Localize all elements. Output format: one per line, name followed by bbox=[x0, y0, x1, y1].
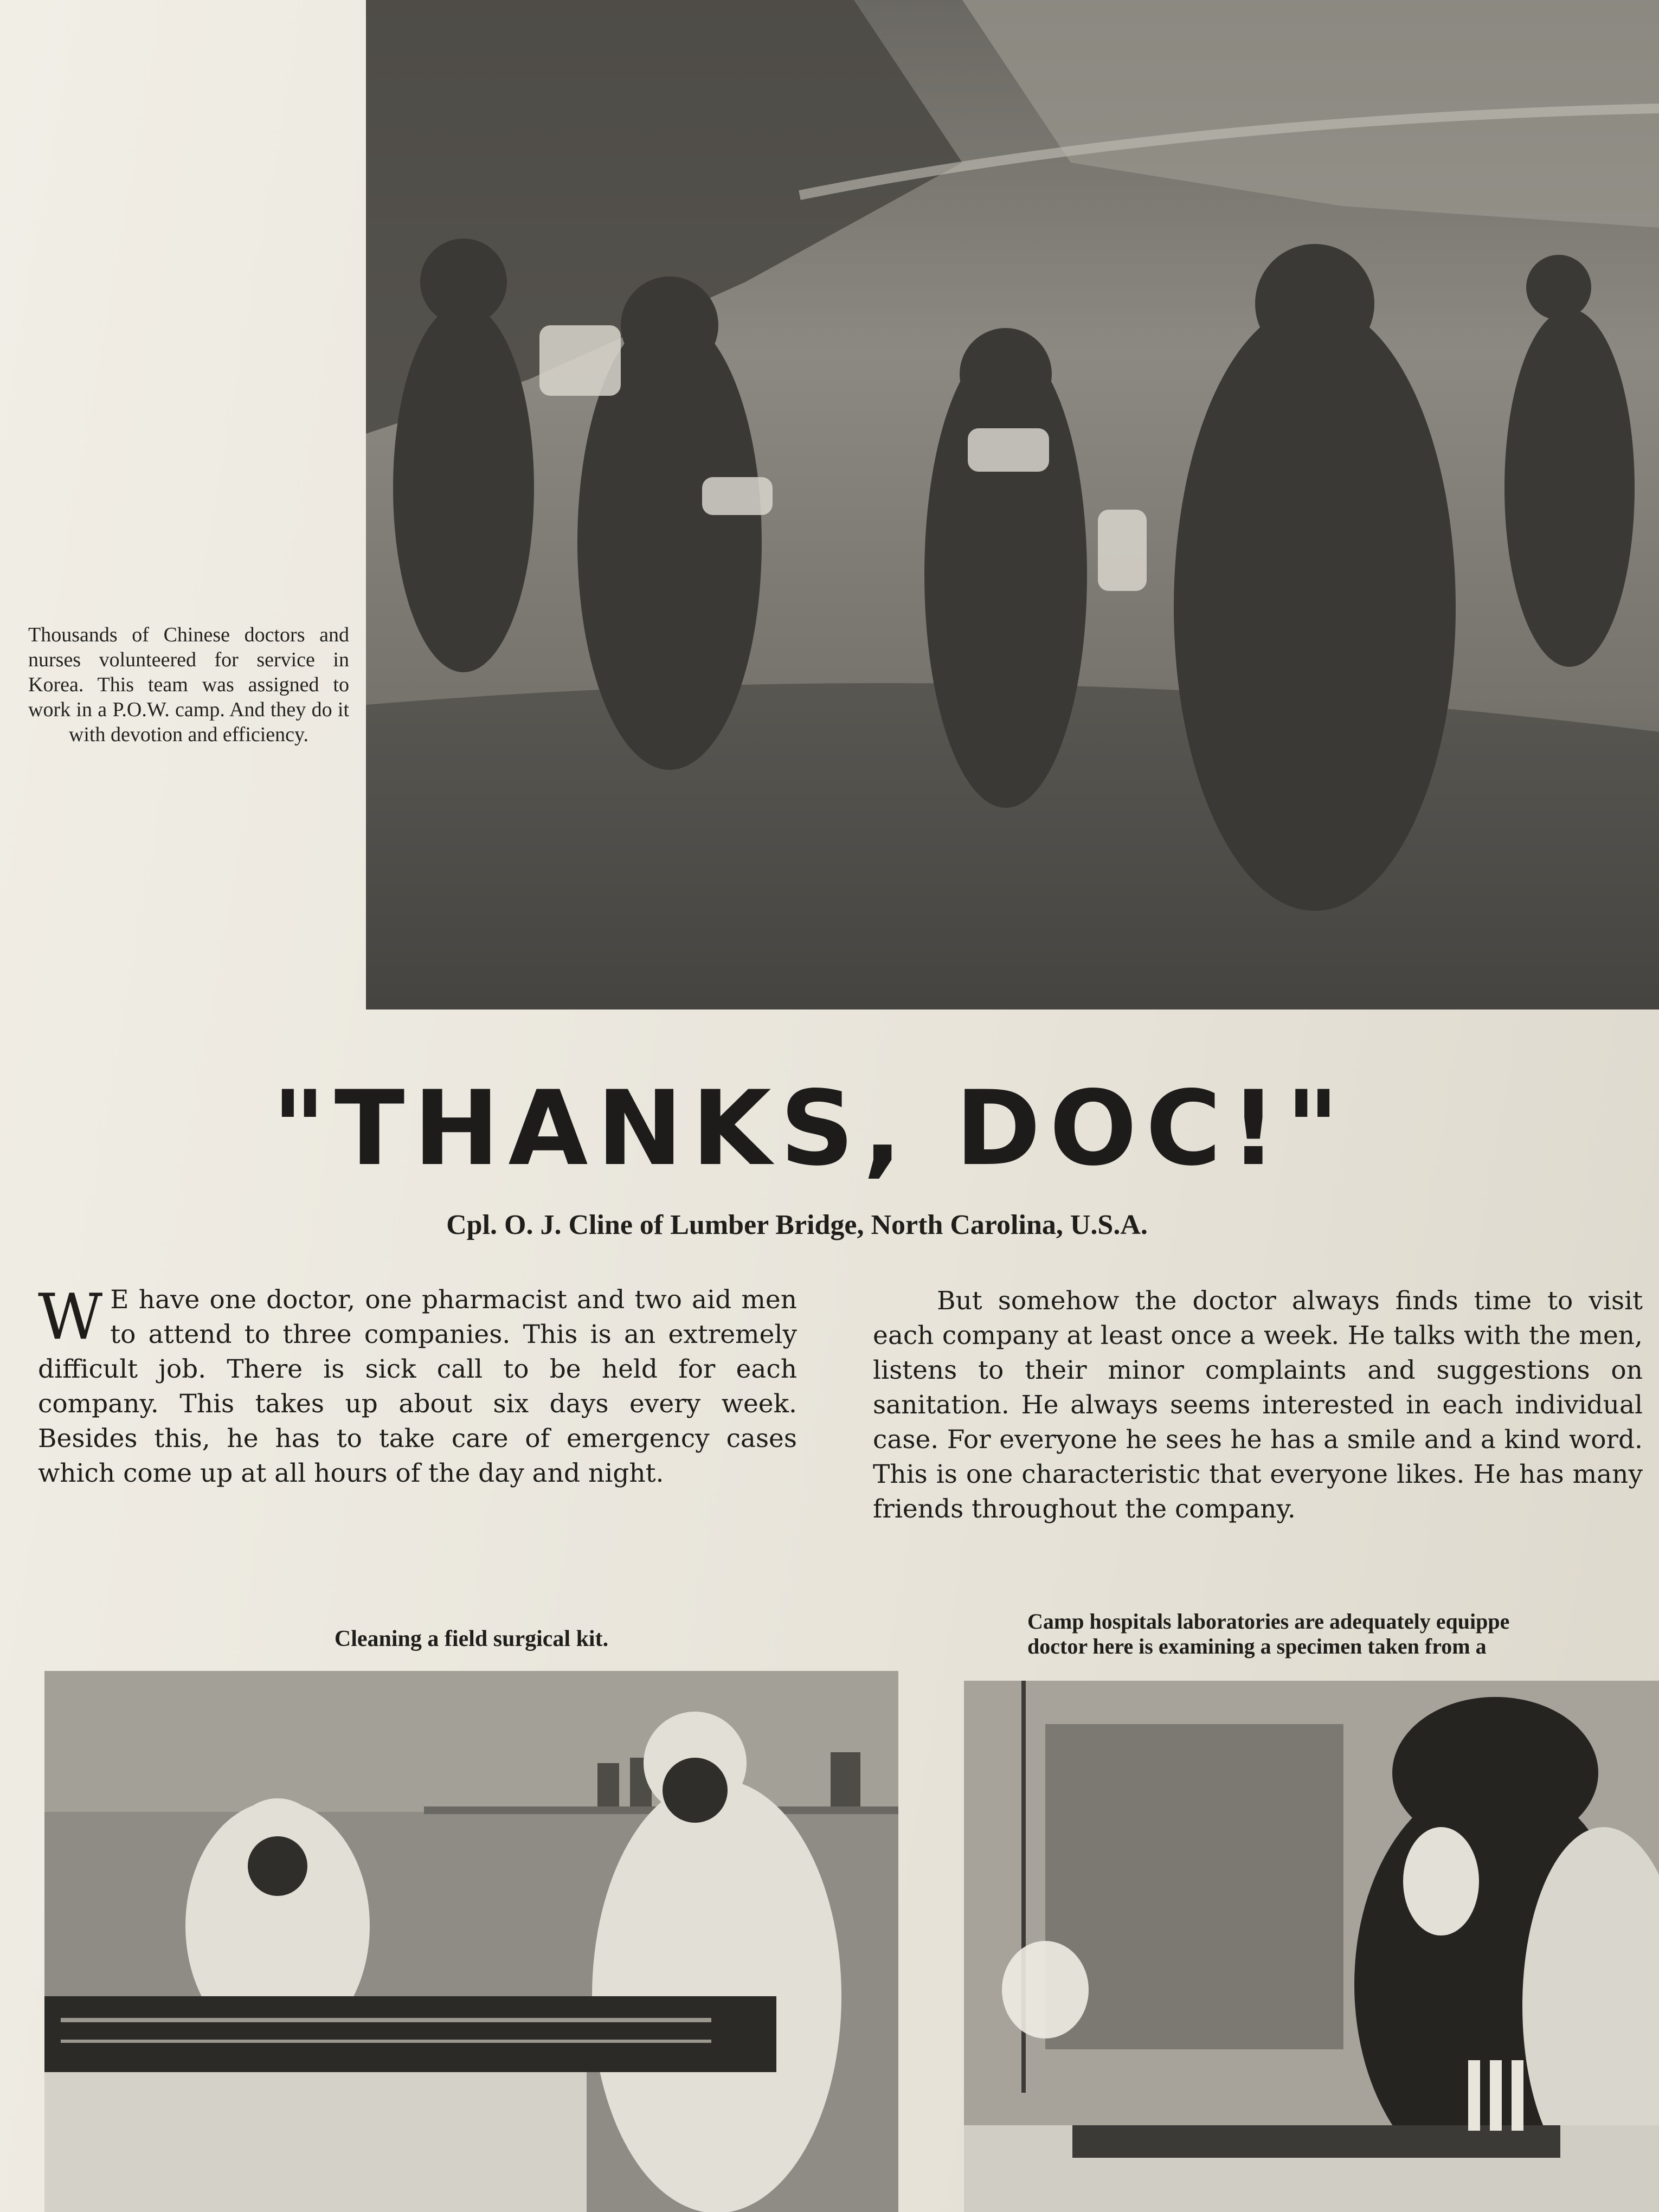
laboratory-caption bbox=[1027, 1609, 1659, 1659]
article-column-left bbox=[38, 1283, 797, 1491]
top-photo-caption: Thousands of Chinese doctors and nurses volunteered for service in Korea. This team was assigned to work in a P.O.W. camp. And they do it with devotion and efficiency. bbox=[28, 623, 349, 746]
drop-cap: W bbox=[38, 1281, 103, 1354]
paragraph-1: E have one doctor, one pharmacist and two aid men to attend to three companies. This is an extremely difficult job. There is sick call to be held for each company. This takes up about six days every week. Besides this, he has to take care of emergency cases which come up at all hours of the day and night. bbox=[38, 1285, 797, 1488]
paragraph-2: But somehow the doctor always finds time to visit each company at least once a week. He talks with the men, listens to their minor complaints and suggestions on sanitation. He always seems interested in each individual case. For everyone he sees he has a smile and a kind word. This is one characteristic that everyone likes. He has many friends throughout the company. bbox=[873, 1286, 1643, 1524]
laboratory-caption-line-2: doctor here is examining a specimen taken from a bbox=[1027, 1634, 1487, 1658]
laboratory-caption-line-1: Camp hospitals laboratories are adequately equippe bbox=[1027, 1609, 1510, 1634]
medical-team-photo bbox=[366, 0, 1659, 1009]
surgical-kit-caption: Cleaning a field surgical kit. bbox=[334, 1626, 609, 1651]
laboratory-photo bbox=[964, 1681, 1659, 2212]
article-byline: Cpl. O. J. Cline of Lumber Bridge, North Carolina, U.S.A. bbox=[446, 1210, 1148, 1240]
surgical-kit-photo bbox=[44, 1671, 898, 2212]
article-headline: "THANKS, DOC!" bbox=[272, 1069, 1348, 1188]
article-column-right bbox=[873, 1284, 1643, 1527]
